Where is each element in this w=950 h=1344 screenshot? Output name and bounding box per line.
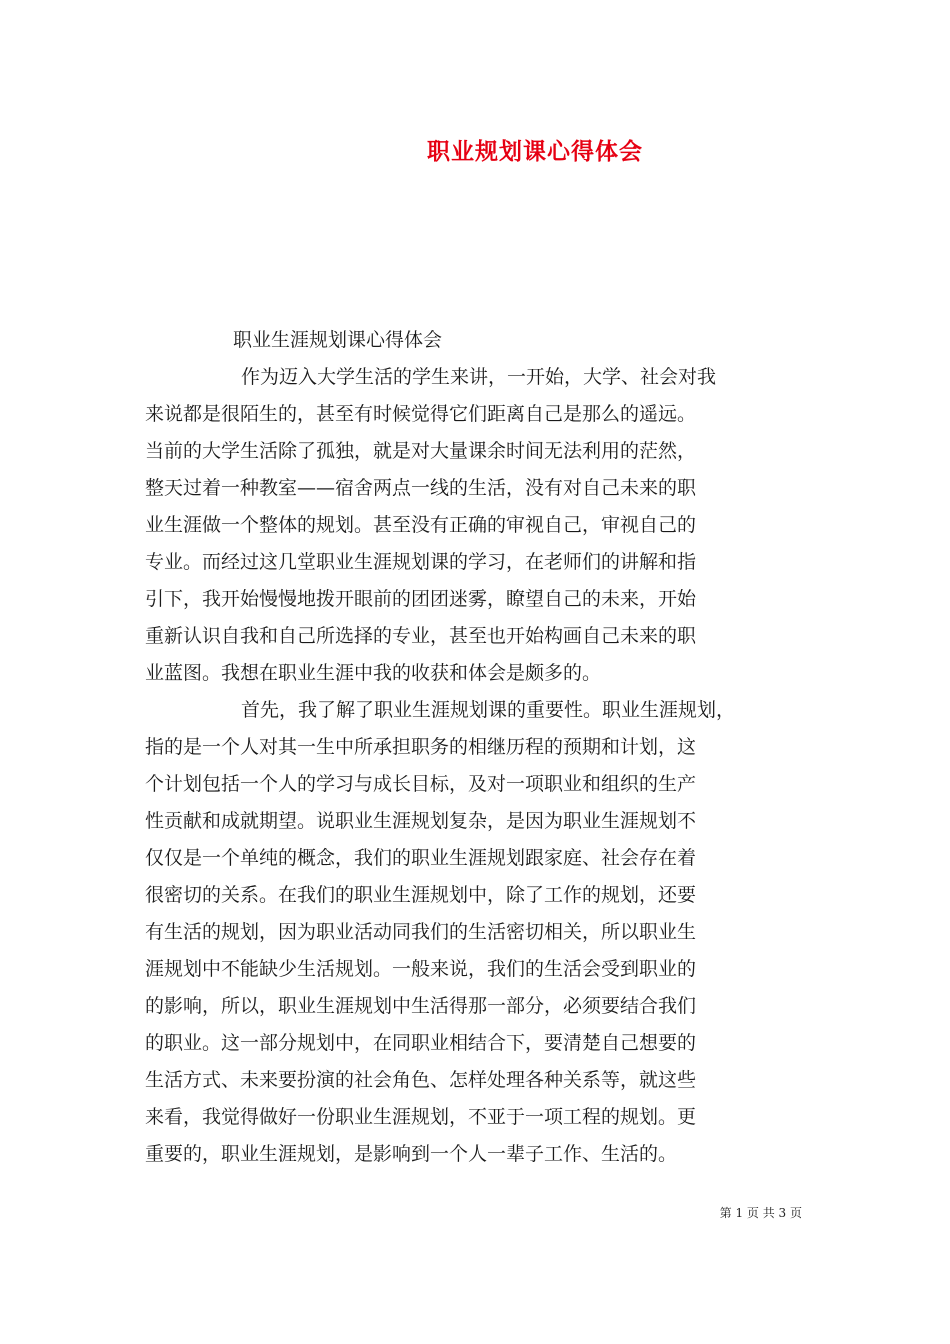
page-title: 职业规划课心得体会 bbox=[427, 138, 643, 165]
paragraph-line: 很密切的关系。在我们的职业生涯规划中，除了工作的规划，还要 bbox=[145, 884, 697, 906]
paragraph-line: 来说都是很陌生的，甚至有时候觉得它们距离自己是那么的遥远。 bbox=[145, 403, 697, 425]
paragraph-line: 仅仅是一个单纯的概念，我们的职业生涯规划跟家庭、社会存在着 bbox=[145, 847, 697, 869]
page-number-footer: 第 1 页 共 3 页 bbox=[719, 1206, 802, 1220]
paragraph-line: 专业。而经过这几堂职业生涯规划课的学习，在老师们的讲解和指 bbox=[145, 551, 697, 573]
paragraph-line: 重新认识自我和自己所选择的专业，甚至也开始构画自己未来的职 bbox=[145, 625, 697, 647]
paragraph-line: 当前的大学生活除了孤独，就是对大量课余时间无法利用的茫然， bbox=[145, 440, 697, 462]
paragraph-line: 有生活的规划，因为职业活动同我们的生活密切相关，所以职业生 bbox=[145, 921, 697, 943]
paragraph-line: 性贡献和成就期望。说职业生涯规划复杂，是因为职业生涯规划不 bbox=[145, 810, 697, 832]
paragraph-line: 生活方式、未来要扮演的社会角色、怎样处理各种关系等，就这些 bbox=[145, 1069, 697, 1091]
paragraph-line: 引下，我开始慢慢地拨开眼前的团团迷雾，瞭望自己的未来，开始 bbox=[145, 588, 697, 610]
paragraph-line: 首先，我了解了职业生涯规划课的重要性。职业生涯规划， bbox=[241, 699, 736, 721]
paragraph-2 bbox=[145, 692, 810, 1173]
paragraph-line: 业蓝图。我想在职业生涯中我的收获和体会是颇多的。 bbox=[145, 662, 602, 684]
paragraph-line: 涯规划中不能缺少生活规划。一般来说，我们的生活会受到职业的 bbox=[145, 958, 697, 980]
paragraph-line: 整天过着一种教室——宿舍两点一线的生活，没有对自己未来的职 bbox=[145, 477, 697, 499]
paragraph-line: 指的是一个人对其一生中所承担职务的相继历程的预期和计划，这 bbox=[145, 736, 697, 758]
paragraph-line: 的职业。这一部分规划中，在同职业相结合下，要清楚自己想要的 bbox=[145, 1032, 697, 1054]
paragraph-line: 来看，我觉得做好一份职业生涯规划，不亚于一项工程的规划。更 bbox=[145, 1106, 697, 1128]
paragraph-line: 个计划包括一个人的学习与成长目标，及对一项职业和组织的生产 bbox=[145, 773, 697, 795]
paragraph-line: 作为迈入大学生活的学生来讲，一开始，大学、社会对我 bbox=[241, 366, 717, 388]
paragraph-line: 业生涯做一个整体的规划。甚至没有正确的审视自己，审视自己的 bbox=[145, 514, 697, 536]
paragraph-1 bbox=[145, 359, 810, 692]
document-body bbox=[145, 322, 810, 1173]
document-subtitle: 职业生涯规划课心得体会 bbox=[233, 329, 443, 351]
paragraph-line: 重要的，职业生涯规划，是影响到一个人一辈子工作、生活的。 bbox=[145, 1143, 678, 1165]
paragraph-line: 的影响，所以，职业生涯规划中生活得那一部分，必须要结合我们 bbox=[145, 995, 697, 1017]
